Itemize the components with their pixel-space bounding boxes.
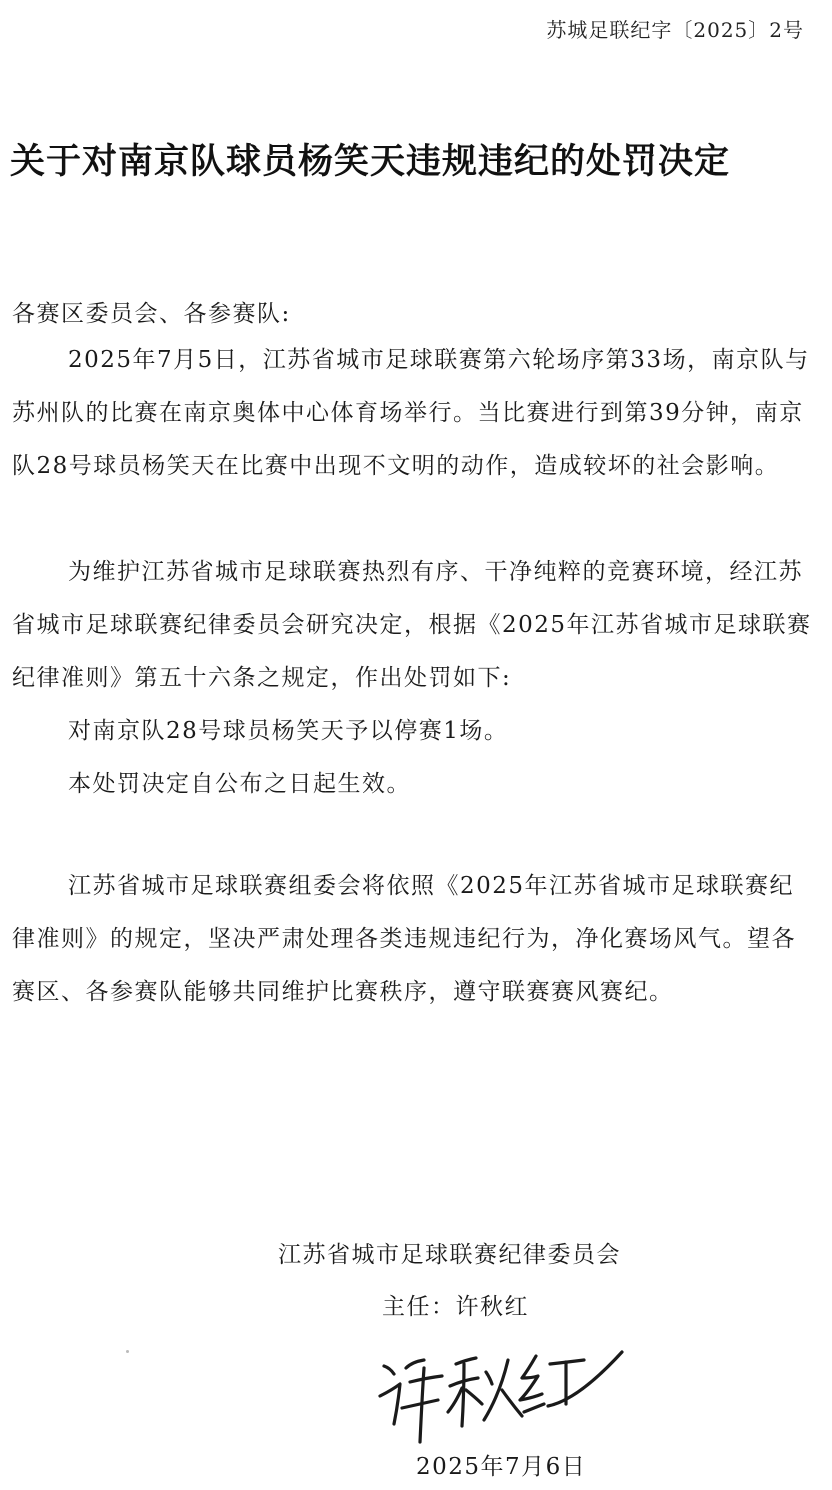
handwritten-signature xyxy=(372,1338,632,1448)
salutation: 各赛区委员会、各参赛队: xyxy=(12,301,291,327)
issuing-organization: 江苏省城市足球联赛纪律委员会 xyxy=(278,1242,621,1268)
director-line: 主任：许秋红 xyxy=(382,1294,529,1320)
body-section-decision xyxy=(12,546,812,811)
issue-date: 2025年7月6日 xyxy=(416,1454,587,1480)
document-number: 苏城足联纪字〔2025〕2号 xyxy=(546,18,804,42)
document-title: 关于对南京队球员杨笑天违规违纪的处罚决定 xyxy=(10,142,731,182)
body-section-incident xyxy=(12,334,812,493)
paragraph-effective: 本处罚决定自公布之日起生效。 xyxy=(68,771,411,797)
paragraph-closing: 江苏省城市足球联赛组委会将依照《2025年江苏省城市足球联赛纪律准则》的规定，坚决严肃处理各类违规违纪行为，净化赛场风气。望各赛区、各参赛队能够共同维护比赛秩序，遵守联赛赛风赛纪。 xyxy=(12,873,796,1005)
paragraph-decision-basis: 为维护江苏省城市足球联赛热烈有序、干净纯粹的竞赛环境，经江苏省城市足球联赛纪律委员会研究决定，根据《2025年江苏省城市足球联赛纪律准则》第五十六条之规定，作出处罚如下: xyxy=(12,559,812,691)
paragraph-penalty: 对南京队28号球员杨笑天予以停赛1场。 xyxy=(68,718,509,744)
paragraph-incident: 2025年7月5日，江苏省城市足球联赛第六轮场序第33场，南京队与苏州队的比赛在南京奥体中心体育场举行。当比赛进行到第39分钟，南京队28号球员杨笑天在比赛中出现不文明的动作，造成较坏的社会影响。 xyxy=(12,347,810,479)
body-section-closing xyxy=(12,860,812,1019)
scan-speck xyxy=(126,1350,129,1353)
